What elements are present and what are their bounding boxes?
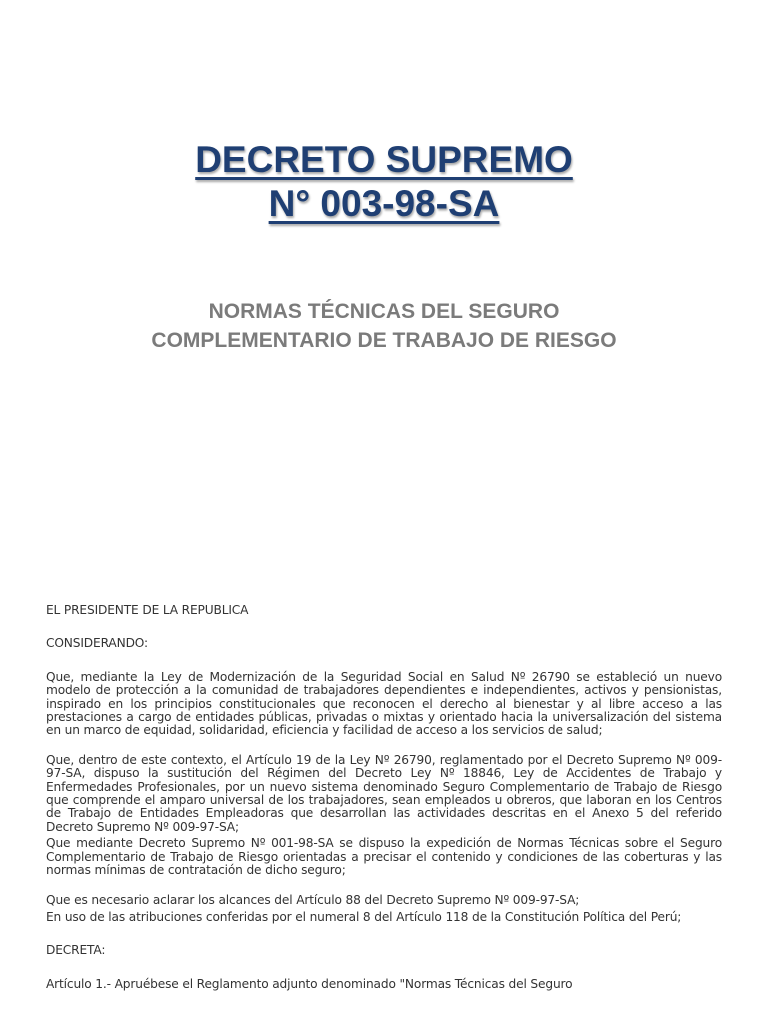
heading-considerando: CONSIDERANDO: [46, 636, 148, 651]
paragraph-articulo-19: Que, dentro de este contexto, el Artículo 19 de la Ley Nº 26790, reglamentado por el Decreto Supremo Nº 009-97-SA, dispuso la sustitución del Régimen del Decreto Ley Nº 18846, Ley de Accidentes de Trabajo y Enfermedades Profesionales, por un nuevo sistema denominado Seguro Complementario de Trabajo de Riesgo que comprende el amparo universal de los trabajadores, sean empleados u obreros, que laboran en los Centros de Trabajo de Entidades Empleadoras que desarrollan las actividades descritas en el Anexo 5 del referido Decreto Supremo Nº 009-97-SA; [46, 752, 722, 834]
heading-decreta: DECRETA: [46, 943, 106, 958]
paragraph-ley-26790: Que, mediante la Ley de Modernización de la Seguridad Social en Salud Nº 26790 se estableció un nuevo modelo de protección a la comunidad de trabajadores dependientes e independientes, activos y pensionistas, inspirado en los principios constitucionales que reconocen el derecho al bienestar y al libre acceso a las prestaciones a cargo de entidades públicas, privadas o mixtas y orientado hacia la universalización del sistema en un marco de equidad, solidaridad, eficiencia y facilidad de acceso a los servicios de salud; [46, 669, 722, 738]
paragraph-articulo-88: Que es necesario aclarar los alcances del Artículo 88 del Decreto Supremo Nº 009-97-SA; [46, 892, 580, 907]
document-subtitle-line-2: COMPLEMENTARIO DE TRABAJO DE RIESGO [151, 329, 617, 352]
heading-president: EL PRESIDENTE DE LA REPUBLICA [46, 603, 249, 617]
document-title-line-1: DECRETO SUPREMO [195, 139, 573, 180]
paragraph-articulo-1: Artículo 1.- Apruébese el Reglamento adjunto denominado "Normas Técnicas del Seguro [46, 976, 573, 991]
document-subtitle-line-1: NORMAS TÉCNICAS DEL SEGURO [208, 300, 560, 323]
title-block [0, 138, 768, 226]
subtitle-block [0, 297, 768, 355]
paragraph-decreto-001-98: Que mediante Decreto Supremo Nº 001-98-SA se dispuso la expedición de Normas Técnicas sobre el Seguro Complementario de Trabajo de Riesgo orientadas a precisar el contenido y condiciones de las coberturas y las normas mínimas de contratación de dicho seguro; [46, 836, 722, 878]
document-body [46, 604, 722, 991]
paragraph-atribuciones: En uso de las atribuciones conferidas por el numeral 8 del Artículo 118 de la Constitución Política del Perú; [46, 909, 682, 924]
document-title-line-2: N° 003-98-SA [268, 183, 500, 224]
